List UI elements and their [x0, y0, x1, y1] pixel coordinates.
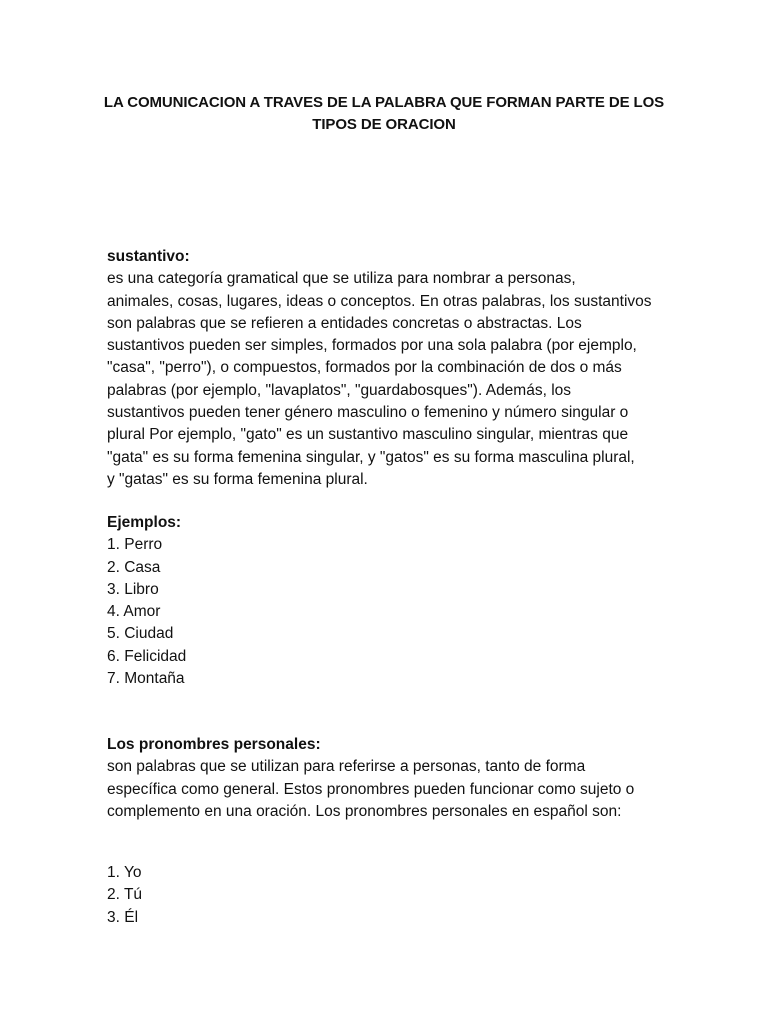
pronombres-list [107, 862, 667, 929]
list-item: 3. Libro [107, 580, 159, 598]
paragraph-line: son palabras que se refieren a entidades concretas o abstractas. Los [107, 314, 582, 332]
paragraph-line: y "gatas" es su forma femenina plural. [107, 470, 368, 488]
list-item: 5. Ciudad [107, 625, 174, 643]
title-line-1: LA COMUNICACION A TRAVES DE LA PALABRA QUE FORMAN PARTE DE LOS [103, 94, 665, 111]
list-item: 2. Tú [107, 886, 143, 904]
list-item: 4. Amor [107, 603, 161, 621]
section-heading: Los pronombres personales: [107, 736, 321, 753]
section-ejemplos [107, 512, 667, 690]
section-heading: sustantivo: [107, 248, 190, 265]
paragraph-line: son palabras que se utilizan para referirse a personas, tanto de forma [107, 758, 586, 776]
list-item: 2. Casa [107, 558, 161, 576]
paragraph-line: "casa", "perro"), o compuestos, formados por la combinación de dos o más [107, 359, 622, 377]
paragraph-line: palabras (por ejemplo, "lavaplatos", "guardabosques"). Además, los [107, 381, 572, 399]
section-heading: Ejemplos: [107, 514, 182, 531]
list-item: 3. Él [107, 908, 139, 926]
paragraph-line: es una categoría gramatical que se utiliza para nombrar a personas, [107, 270, 576, 288]
section-sustantivo [107, 246, 667, 491]
list-item: 7. Montaña [107, 670, 185, 688]
paragraph-line: sustantivos pueden ser simples, formados por una sola palabra (por ejemplo, [107, 337, 637, 355]
document-title [90, 92, 678, 136]
list-item: 6. Felicidad [107, 647, 187, 665]
section-pronombres [107, 734, 667, 823]
paragraph-line: "gata" es su forma femenina singular, y "gatos" es su forma masculina plural, [107, 448, 635, 466]
paragraph-line: complemento en una oración. Los pronombres personales en español son: [107, 802, 622, 820]
title-line-2: TIPOS DE ORACION [312, 116, 456, 133]
paragraph-line: específica como general. Estos pronombres pueden funcionar como sujeto o [107, 780, 635, 798]
paragraph-line: plural Por ejemplo, "gato" es un sustantivo masculino singular, mientras que [107, 426, 629, 444]
paragraph-line: animales, cosas, lugares, ideas o conceptos. En otras palabras, los sustantivos [107, 292, 652, 310]
paragraph-line: sustantivos pueden tener género masculino o femenino y número singular o [107, 404, 629, 422]
list-item: 1. Yo [107, 864, 142, 881]
list-item: 1. Perro [107, 536, 163, 554]
